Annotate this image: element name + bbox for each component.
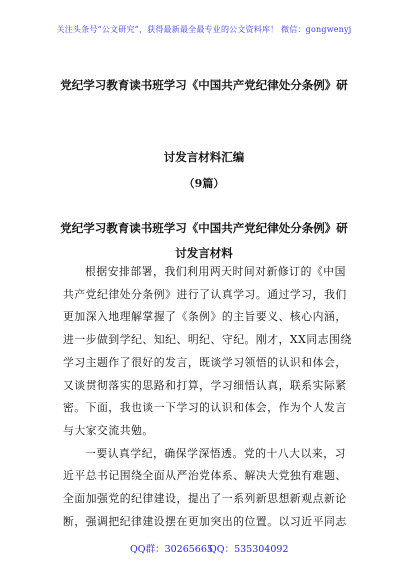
body-line: 更加深入地理解掌握了《条例》的主旨要义、核心内涵， <box>63 310 347 324</box>
body-line: 又谈贯彻落实的思路和打算，学习细悟认真，联系实际紧 <box>63 378 347 392</box>
body-line: 共产党纪律处分条例》进行了认真学习。通过学习，我们 <box>63 287 347 301</box>
footer-qq-contact: QQ：535304092 <box>209 544 289 555</box>
body-line: 与大家交流共勉。 <box>63 423 154 437</box>
body-line: 根据安排部署，我们利用两天时间对新修订的《中国 <box>85 265 346 278</box>
article-count: （9篇） <box>183 177 225 190</box>
body-text <box>63 261 353 533</box>
body-line: 一要认真学纪，确保学深悟透。党的十八大以来，习 <box>85 446 346 460</box>
section-title-line-2: 讨发言材料 <box>175 246 233 260</box>
section-title-line-1: 党纪学习教育读书班学习《中国共产党纪律处分条例》研 <box>60 221 348 235</box>
body-line: 进一步做到学纪、知纪、明纪、守纪。刚才，XX同志围绕 <box>63 333 352 347</box>
body-line: 密。下面，我也谈一下学习的认识和体会，作为个人发言 <box>63 401 347 415</box>
footer-qq-group: QQ群：30265665 <box>130 544 213 555</box>
document-title-line-2: 讨发言材料汇编 <box>163 150 245 164</box>
header-promo-note: 关注头条号“公文研究”，获得最新最全最专业的公文资料库！ 微信：gongwenyj <box>56 25 352 34</box>
body-line: 断，强调把纪律建设摆在更加突出的位置。以习近平同志 <box>63 514 347 528</box>
body-line: 全面加强党的纪律建设，提出了一系列新思想新观点新论 <box>63 492 347 506</box>
body-line: 学习主题作了很好的发言，既谈学习领悟的认识和体会， <box>63 355 347 369</box>
body-line: 近平总书记围绕全面从严治党体系、解决大党独有难题、 <box>63 469 347 483</box>
document-title-line-1: 党纪学习教育读书班学习《中国共产党纪律处分条例》研 <box>60 78 348 92</box>
